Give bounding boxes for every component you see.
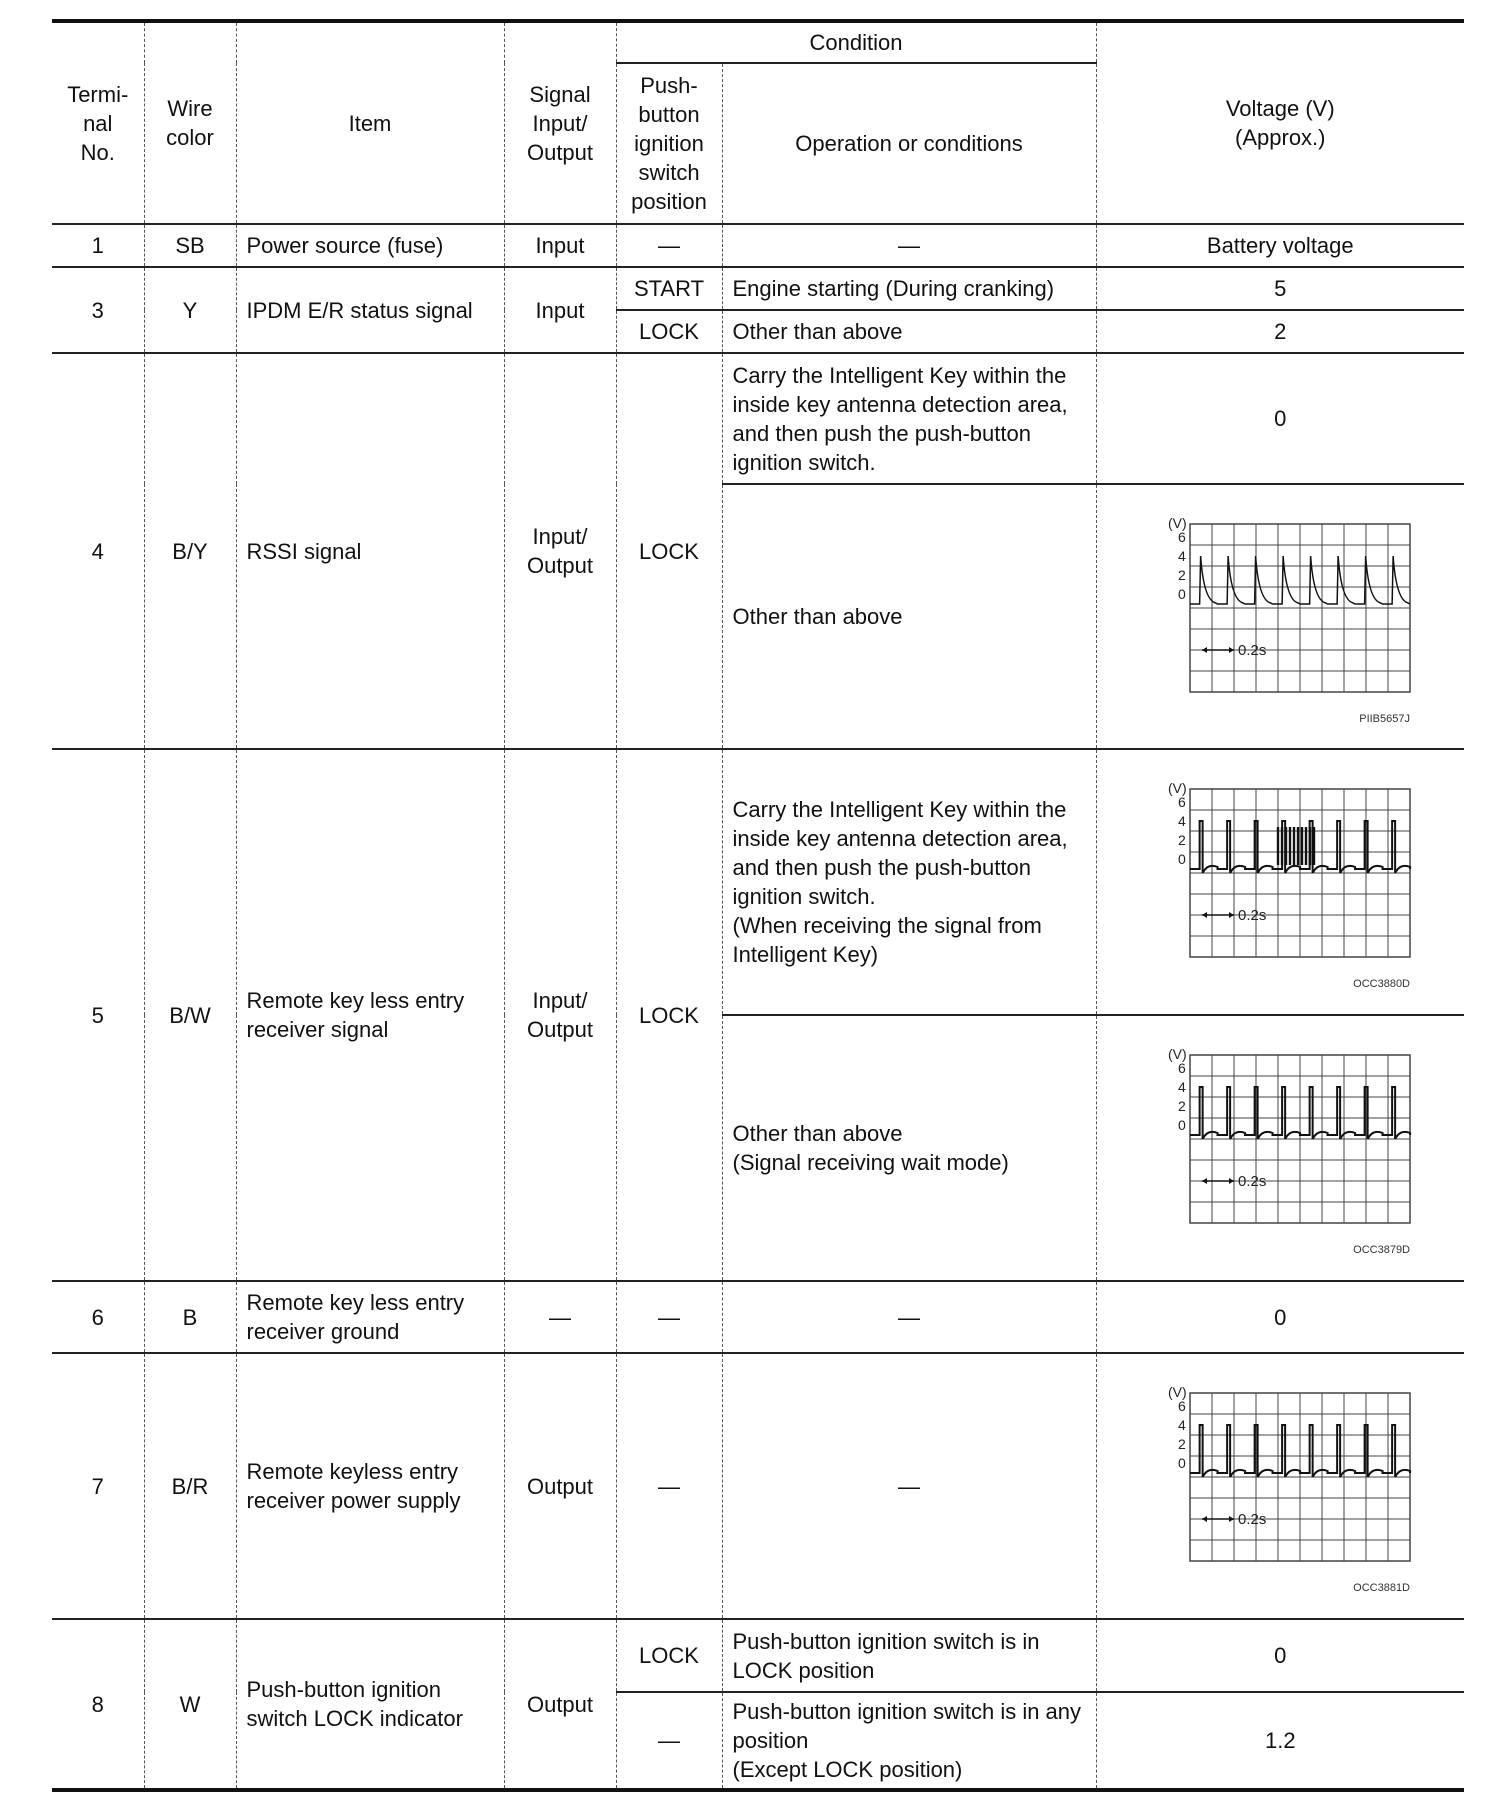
scope-tick-label: 6 (1178, 1060, 1187, 1076)
voltage-waveform (1096, 1015, 1464, 1281)
terminal-no: 5 (52, 749, 144, 1281)
operation: Carry the Intelligent Key within the inside key antenna detection area, and then push the push-button ignition switch. (722, 353, 1096, 484)
terminal-no: 1 (52, 224, 144, 267)
signal-io: Output (504, 1353, 616, 1619)
scope-tick-label: 6 (1178, 528, 1187, 545)
switch-position: — (616, 1353, 722, 1619)
voltage: 1.2 (1096, 1692, 1464, 1790)
operation: Engine starting (During cranking) (722, 267, 1096, 310)
table-row (52, 267, 1464, 310)
item: IPDM E/R status signal (236, 267, 504, 353)
terminal-no: 8 (52, 1619, 144, 1790)
header-condition: Condition (616, 21, 1096, 63)
operation: Push-button ignition switch is in any position (Except LOCK position) (722, 1692, 1096, 1790)
power-supply-waveform (1130, 1375, 1430, 1597)
header-signal-io: Signal Input/ Output (504, 21, 616, 224)
terminal-spec-table (52, 19, 1464, 1792)
wire-color: B/W (144, 749, 236, 1281)
voltage: 0 (1096, 1619, 1464, 1692)
voltage-waveform (1096, 484, 1464, 749)
wait-mode-waveform (1130, 1037, 1430, 1259)
wire-color: B (144, 1281, 236, 1353)
switch-position: — (616, 224, 722, 267)
scope-time-label: 0.2s (1238, 1511, 1267, 1528)
voltage: 2 (1096, 310, 1464, 353)
switch-position: START (616, 267, 722, 310)
rssi-waveform (1130, 506, 1430, 728)
operation: Other than above (Signal receiving wait mode) (722, 1015, 1096, 1281)
switch-position: LOCK (616, 353, 722, 749)
scope-tick-label: 4 (1178, 1417, 1187, 1433)
switch-position: LOCK (616, 749, 722, 1281)
table-row (52, 1281, 1464, 1353)
voltage: 0 (1096, 1281, 1464, 1353)
voltage: 5 (1096, 267, 1464, 310)
item: Power source (fuse) (236, 224, 504, 267)
signal-io: Input (504, 267, 616, 353)
operation: — (722, 1353, 1096, 1619)
scope-tick-label: 0 (1178, 851, 1187, 867)
signal-io: Input (504, 224, 616, 267)
operation: Push-button ignition switch is in LOCK position (722, 1619, 1096, 1692)
figure-code: OCC3880D (1353, 978, 1411, 990)
scope-tick-label: 0 (1178, 1455, 1187, 1471)
scope-tick-label: 4 (1178, 1079, 1187, 1095)
header-item: Item (236, 21, 504, 224)
scope-unit-label: (V) (1168, 1384, 1187, 1400)
item: RSSI signal (236, 353, 504, 749)
header-operation: Operation or conditions (722, 63, 1096, 224)
scope-tick-label: 2 (1178, 566, 1187, 583)
switch-position: — (616, 1692, 722, 1790)
terminal-no: 3 (52, 267, 144, 353)
scope-unit-label: (V) (1168, 1046, 1187, 1062)
table-row (52, 749, 1464, 1015)
scope-tick-label: 4 (1178, 813, 1187, 829)
terminal-no: 4 (52, 353, 144, 749)
table-row (52, 353, 1464, 484)
switch-position: LOCK (616, 1619, 722, 1692)
operation: Carry the Intelligent Key within the inside key antenna detection area, and then push the push-button ignition switch. (When receiving the signal from Intelligent Key) (722, 749, 1096, 1015)
scope-tick-label: 0 (1178, 585, 1187, 602)
scope-unit-label: (V) (1168, 780, 1187, 796)
header-terminal-no: Termi- nal No. (52, 21, 144, 224)
table-row (52, 1353, 1464, 1619)
figure-code: PIIB5657J (1359, 712, 1411, 725)
header-voltage: Voltage (V) (Approx.) (1096, 21, 1464, 224)
switch-position: LOCK (616, 310, 722, 353)
operation: — (722, 1281, 1096, 1353)
scope-tick-label: 6 (1178, 1398, 1187, 1414)
voltage-waveform (1096, 749, 1464, 1015)
scope-tick-label: 6 (1178, 794, 1187, 810)
scope-tick-label: 2 (1178, 1436, 1187, 1452)
wire-color: B/Y (144, 353, 236, 749)
receiving-signal-waveform (1130, 771, 1430, 993)
voltage: Battery voltage (1096, 224, 1464, 267)
scope-time-label: 0.2s (1238, 907, 1267, 924)
scope-unit-label: (V) (1168, 514, 1187, 531)
header-switch-position: Push- button ignition switch position (616, 63, 722, 224)
item: Remote key less entry receiver ground (236, 1281, 504, 1353)
wire-color: B/R (144, 1353, 236, 1619)
item: Remote key less entry receiver signal (236, 749, 504, 1281)
scope-tick-label: 0 (1178, 1117, 1187, 1133)
item: Push-button ignition switch LOCK indicator (236, 1619, 504, 1790)
scope-tick-label: 2 (1178, 832, 1187, 848)
operation: Other than above (722, 310, 1096, 353)
switch-position: — (616, 1281, 722, 1353)
signal-io: Input/ Output (504, 749, 616, 1281)
wire-color: Y (144, 267, 236, 353)
signal-io: Output (504, 1619, 616, 1790)
scope-tick-label: 4 (1178, 547, 1187, 564)
voltage-waveform (1096, 1353, 1464, 1619)
signal-io: Input/ Output (504, 353, 616, 749)
figure-code: OCC3881D (1353, 1582, 1411, 1594)
table-row (52, 1619, 1464, 1692)
scope-grid (1190, 1055, 1410, 1223)
terminal-no: 7 (52, 1353, 144, 1619)
table-row (52, 224, 1464, 267)
scope-grid (1190, 789, 1410, 957)
signal-io: — (504, 1281, 616, 1353)
operation: — (722, 224, 1096, 267)
scope-grid (1190, 1393, 1410, 1561)
scope-time-label: 0.2s (1238, 1173, 1267, 1190)
item: Remote keyless entry receiver power supply (236, 1353, 504, 1619)
scope-time-label: 0.2s (1238, 641, 1267, 659)
wire-color: W (144, 1619, 236, 1790)
scope-grid (1190, 524, 1410, 692)
scope-tick-label: 2 (1178, 1098, 1187, 1114)
figure-code: OCC3879D (1353, 1244, 1411, 1256)
operation: Other than above (722, 484, 1096, 749)
terminal-no: 6 (52, 1281, 144, 1353)
header-wire-color: Wire color (144, 21, 236, 224)
voltage: 0 (1096, 353, 1464, 484)
wire-color: SB (144, 224, 236, 267)
